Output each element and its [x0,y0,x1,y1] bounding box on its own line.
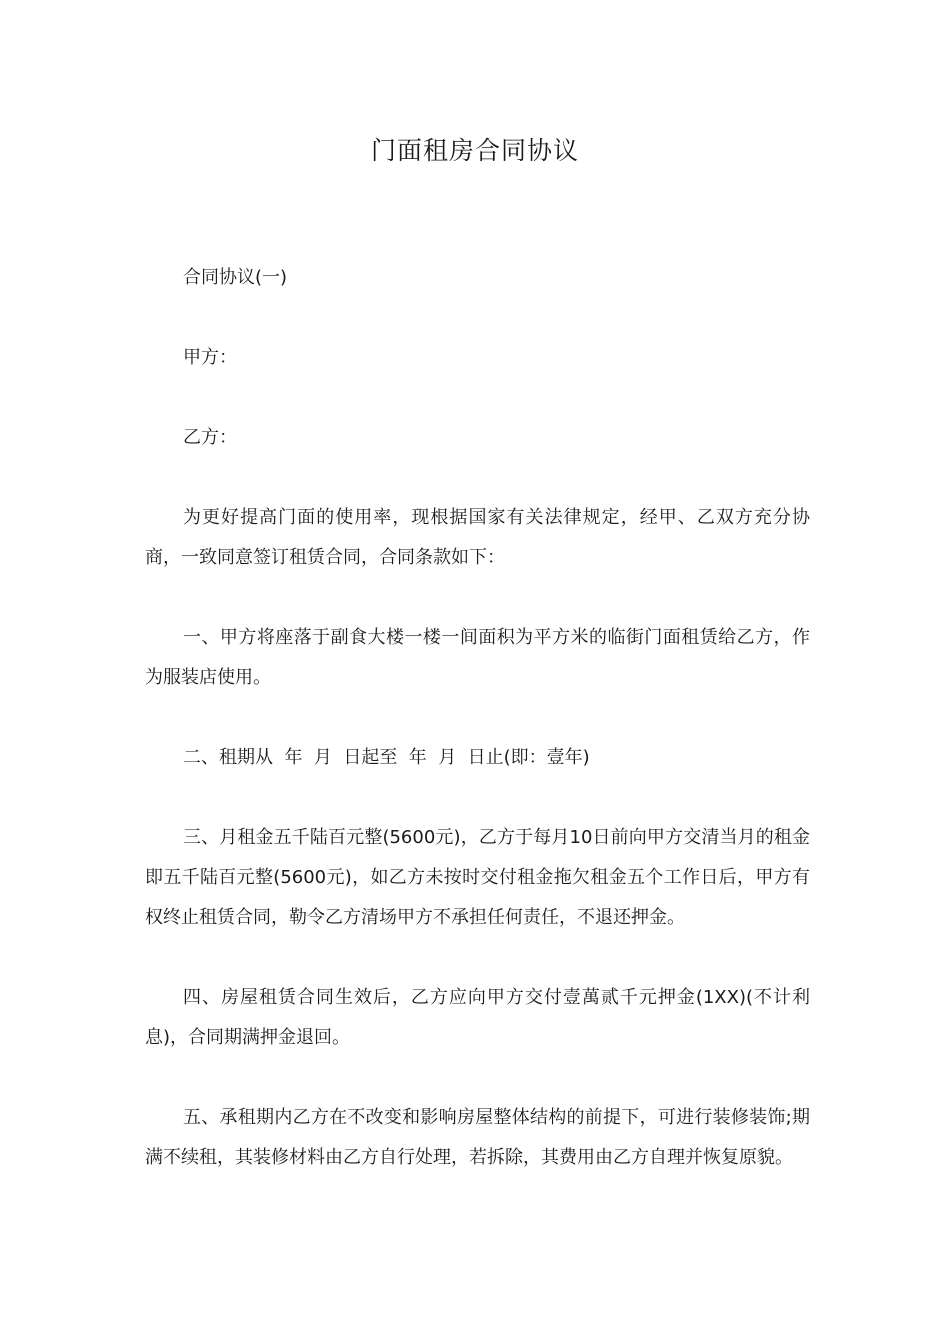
clause-1: 一、甲方将座落于副食大楼一楼一间面积为平方米的临街门面租赁给乙方，作为服装店使用。 [145,627,810,688]
clause-2: 二、租期从 年 月 日起至 年 月 日止(即：壹年) [183,747,590,768]
preamble-paragraph: 为更好提高门面的使用率，现根据国家有关法律规定，经甲、乙双方充分协商，一致同意签订租赁合同，合同条款如下： [145,507,810,568]
clause-5: 五、承租期内乙方在不改变和影响房屋整体结构的前提下，可进行装修装饰;期满不续租，其装修材料由乙方自行处理，若拆除，其费用由乙方自理并恢复原貌。 [145,1107,810,1168]
party-b-line: 乙方： [183,427,237,448]
document-title: 门面租房合同协议 [370,136,579,165]
clause-3: 三、月租金五千陆百元整(5600元)，乙方于每月10日前向甲方交清当月的租金即五千陆百元整(5600元)，如乙方未按时交付租金拖欠租金五个工作日后，甲方有权终止租赁合同，勒令乙方清场甲方不承担任何责任，不退还押金。 [145,827,810,928]
section-heading: 合同协议(一) [183,267,288,288]
party-a-line: 甲方： [183,347,237,368]
clause-4: 四、房屋租赁合同生效后，乙方应向甲方交付壹萬贰千元押金(1XX)(不计利息)，合同期满押金退回。 [145,987,810,1048]
